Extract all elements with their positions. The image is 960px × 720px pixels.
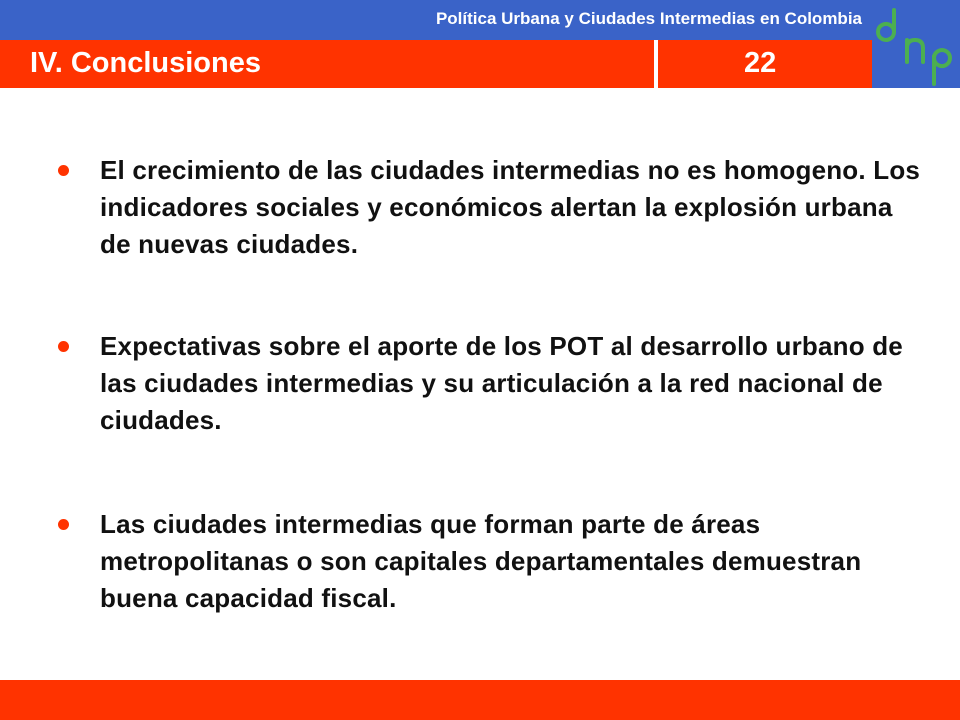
bullet-icon [58,519,69,530]
bullet-text: Expectativas sobre el aporte de los POT al desarrollo urbano de las ciudades intermedias y su articulación a la red nacional de ciudades. [100,331,903,435]
presentation-title: Política Urbana y Ciudades Intermedias en Colombia [435,9,862,28]
bullet-icon [58,165,69,176]
bullet-text: El crecimiento de las ciudades intermedias no es homogeno. Los indicadores sociales y económicos alertan la explosión urbana de nuevas ciudades. [100,155,921,259]
bullet-icon [58,341,69,352]
page-number: 22 [744,47,777,79]
bullet-text: Las ciudades intermedias que forman parte de áreas metropolitanas o son capitales departamentales demuestran buena capacidad fiscal. [100,509,862,613]
footer-bar [0,680,960,720]
section-title: IV. Conclusiones [30,47,261,79]
